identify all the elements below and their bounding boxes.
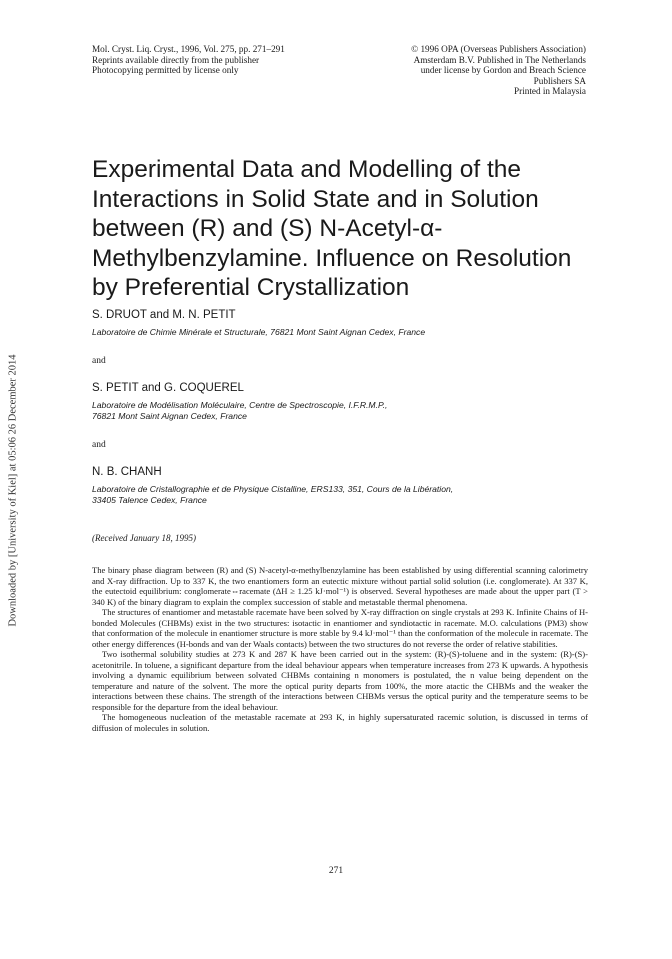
- author-names: S. PETIT and G. COQUEREL: [92, 382, 244, 394]
- abstract: [92, 565, 588, 733]
- journal-citation: [92, 44, 342, 76]
- affiliation-line: 76821 Mont Saint Aignan Cedex, France: [92, 411, 247, 421]
- title-line: Experimental Data and Modelling of the: [92, 156, 522, 183]
- copyright-line: Publishers SA: [533, 75, 586, 86]
- citation-line: Mol. Cryst. Liq. Cryst., 1996, Vol. 275, pp. 271–291: [92, 44, 285, 54]
- abstract-paragraph: The homogeneous nucleation of the metastable racemate at 293 K, in highly supersaturated racemic solution, is discussed in terms of diffusion of molecules in solution.: [92, 712, 588, 733]
- author-affiliation: [92, 484, 592, 506]
- title-line: Methylbenzylamine. Influence on Resolution: [92, 244, 572, 272]
- affiliation-line: Laboratoire de Modélisation Moléculaire, Centre de Spectroscopie, I.F.R.M.P.,: [92, 400, 388, 410]
- copyright-notice: [336, 44, 586, 97]
- author-names: S. DRUOT and M. N. PETIT: [92, 309, 236, 321]
- abstract-paragraph: The binary phase diagram between (R) and (S) N-acetyl-α-methylbenzylamine has been established by using differential scanning calorimetry and X-ray diffraction. Up to 337 K, the two enantiomers form an eutectic mixture without partial solid solution (i.e. conglomerate). At 337 K, the eutectoid equilibrium: conglomerate⇔racemate (ΔH ≥ 1.25 kJ·mol⁻¹) is observed. Several hypotheses are made about the upper part (T > 340 K) of the binary diagram to explain the complex succession of stable and metastable thermal phenomena.: [92, 565, 588, 607]
- copyright-line: Printed in Malaysia: [514, 86, 586, 97]
- citation-line: Reprints available directly from the publisher: [92, 54, 260, 65]
- journal-header: [92, 44, 586, 108]
- abstract-paragraph: The structures of enantiomer and metastable racemate have been solved by X-ray diffraction on single crystals at 293 K. Infinite Chains of H-bonded Molecules (CHBMs) exist in the two structures: isotactic in enantiomer and syndiotactic in racemate. M.O. calculations (PM3) show that conformation of the molecule in enantiomer structure is more stable by 9.4 kJ·mol⁻¹ than the conformation of the molecule in racemate. The other energy differences (H-bonds and van der Waals contacts) between the two structures do not reverse the order of relative stabilities.: [92, 607, 588, 649]
- author-affiliation: [92, 327, 592, 338]
- author-names: N. B. CHANH: [92, 466, 162, 478]
- citation-line: Photocopying permitted by license only: [92, 65, 239, 76]
- title-line: Interactions in Solid State and in Solution: [92, 185, 539, 213]
- affiliation-line: Laboratoire de Chimie Minérale et Structurale, 76821 Mont Saint Aignan Cedex, France: [92, 327, 426, 337]
- author-affiliation: [92, 400, 592, 422]
- title-line: between (R) and (S) N-Acetyl-α-: [92, 215, 443, 242]
- copyright-line: under license by Gordon and Breach Science: [420, 65, 586, 76]
- download-stamp: [2, 320, 24, 660]
- affiliation-line: Laboratoire de Cristallographie et de Physique Cistalline, ERS133, 351, Cours de la Libération,: [92, 484, 454, 494]
- download-stamp-text: Downloaded by [University of Kiel] at 05:06 26 December 2014: [7, 353, 19, 627]
- received-date: (Received January 18, 1995): [92, 533, 196, 543]
- and-separator: and: [92, 356, 106, 366]
- page-number: 271: [328, 866, 344, 876]
- abstract-paragraph: Two isothermal solubility studies at 273 K and 287 K have been carried out in the system: (R)-(S)-toluene and in the system: (R)-(S)-acetonitrile. In toluene, a significant departure from the ideal behaviour appears when temperature increases from 273 K upwards. A hypothesis involving a dynamic equilibrium between solvated CHBMs containing n monomers is postulated, the n value being dependent on the temperature and nature of the solvent. The more the optical purity departs from 100%, the more atactic the CHBMs and the weaker the interactions between these chains. The strength of the interactions between CHBMs versus the optical purity and the temperature seems to be responsible for the departure from the ideal behaviour.: [92, 649, 588, 712]
- and-separator: and: [92, 440, 106, 450]
- copyright-line: Amsterdam B.V. Published in The Netherlands: [413, 54, 586, 65]
- affiliation-line: 33405 Talence Cedex, France: [92, 495, 207, 505]
- copyright-line: © 1996 OPA (Overseas Publishers Association): [411, 44, 586, 54]
- paper-title: [92, 155, 592, 303]
- title-line: by Preferential Crystallization: [92, 274, 410, 301]
